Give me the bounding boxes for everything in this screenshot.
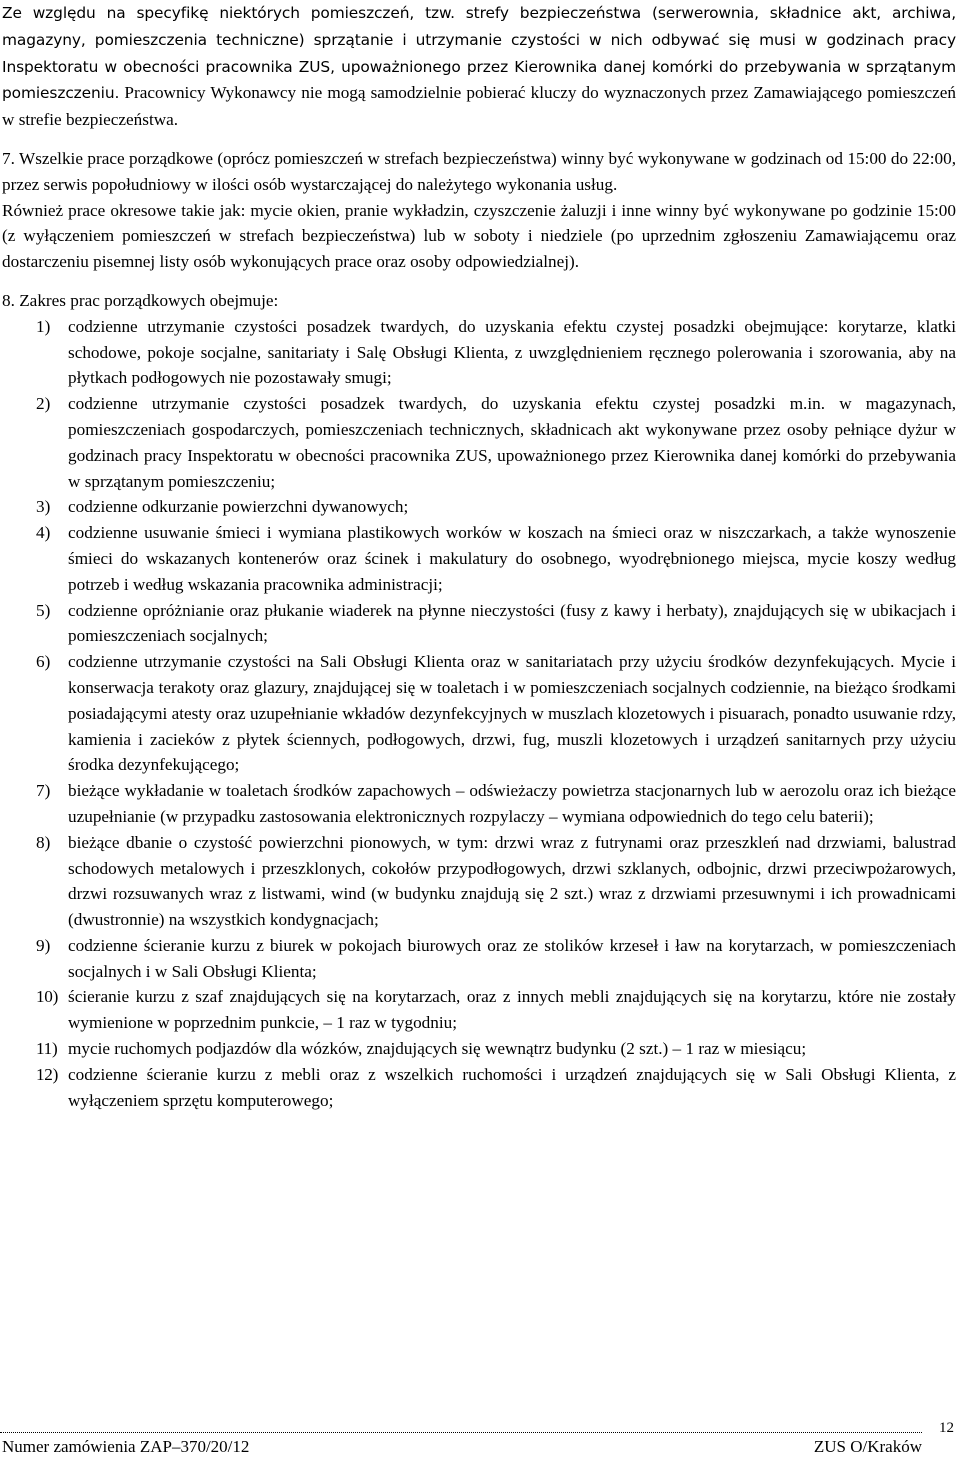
section-8-title: 8. Zakres prac porządkowych obejmuje: xyxy=(2,290,279,310)
list-item-number: 7) xyxy=(36,781,51,801)
list-item-number: 12) xyxy=(36,1064,59,1084)
section-7-paragraph-2: Również prace okresowe takie jak: mycie okien, pranie wykładzin, czyszczenie żaluzji i inne winny być wykonywane po godzinie 15:00 (z wyłączeniem pomieszczeń w strefach bezpieczeństwa) lub w soboty i niedziele (po uprzednim zgłoszeniu Zamawiającemu oraz dostarczeniu pisemnej listy osób wykonujących prace oraz osoby odpowiedzialnej). xyxy=(2,200,956,272)
list-item xyxy=(2,778,956,830)
list-item-number: 10) xyxy=(36,987,59,1007)
list-item xyxy=(2,391,956,494)
list-item xyxy=(2,314,956,391)
list-item-text: mycie ruchomych podjazdów dla wózków, znajdujących się wewnątrz budynku (2 szt.) – 1 raz w miesiącu; xyxy=(68,1039,807,1059)
list-item xyxy=(2,649,956,778)
list-item-text: bieżące wykładanie w toaletach środków zapachowych – odświeżaczy powietrza stacjonarnych lub w aerozolu oraz ich bieżące uzupełnianie (w przypadku zastosowania elektronicznych rozpylaczy – wymiana odpowiednich do tego celu baterii); xyxy=(68,781,956,826)
list-item-text: ścieranie kurzu z szaf znajdujących się na korytarzach, oraz z innych mebli znajdujących się na korytarzu, które nie zostały wymienione w poprzednim punkcie, – 1 raz w tygodniu; xyxy=(68,987,956,1033)
list-item-text: codzienne odkurzanie powierzchni dywanowych; xyxy=(68,497,409,517)
list-item-number: 4) xyxy=(36,523,51,543)
list-item xyxy=(2,598,956,650)
list-item xyxy=(2,1062,956,1114)
list-item-text: codzienne opróżnianie oraz płukanie wiaderek na płynne nieczystości (fusy z kawy i herbaty), znajdujących się w ubikacjach i pomieszczeniach socjalnych; xyxy=(68,600,956,646)
list-item-text: codzienne ścieranie kurzu z mebli oraz z wszelkich ruchomości i urządzeń znajdujących się w Sali Obsługi Klienta, z wyłączeniem sprzętu komputerowego; xyxy=(68,1064,956,1110)
list-item-text: codzienne ścieranie kurzu z biurek w pokojach biurowych oraz ze stolików krzeseł i ław na korytarzach, w pomieszczeniach socjalnych i w Sali Obsługi Klienta; xyxy=(68,935,956,981)
list-item xyxy=(2,933,956,985)
list-item-number: 8) xyxy=(36,832,51,852)
list-item-number: 9) xyxy=(36,935,51,955)
list-item xyxy=(2,984,956,1036)
scope-of-work-list xyxy=(2,314,956,1114)
list-item-text: bieżące dbanie o czystość powierzchni pionowych, w tym: drzwi wraz z futrynami oraz przeszkleń nad drzwiami, balustrad schodowych metalowych i przeszklonych, cokołów przypodłogowych, drzwi szklanych, odbojnic, drzwi przeciwpożarowych, drzwi rozsuwanych wraz z listwami, wind (w budynku znajdują się 2 szt.) wraz z drzwiami przesuwnymi i ich prowadnicami (dwustronnie) na wszystkich kondygnacjach; xyxy=(68,832,956,930)
list-item-number: 6) xyxy=(36,652,51,672)
document-body xyxy=(2,0,956,1113)
list-item-text: codzienne utrzymanie czystości posadzek twardych, do uzyskania efektu czystej posadzki obejmujące: korytarze, klatki schodowe, pokoje socjalne, sanitariaty i Salę Obsługi Klienta, z uwzględnieniem ręcznego polerowania i szorowania, aby na płytkach podłogowych nie pozostawały smugi; xyxy=(68,316,956,388)
order-number: Numer zamówienia ZAP–370/20/12 xyxy=(2,1437,250,1456)
list-item-text: codzienne utrzymanie czystości posadzek twardych, do uzyskania efektu czystej posadzki m.in. w magazynach, pomieszczeniach gospodarczych, pomieszczeniach technicznych, składnicach akt wykonywane przez osoby pełniące dyżur w godzinach pracy Inspektoratu w obecności pracownika ZUS, upoważnionego przez Kierownika danej komórki do przebywania w sprzątanym pomieszczeniu; xyxy=(68,394,956,491)
list-item-number: 3) xyxy=(36,497,51,517)
list-item-number: 1) xyxy=(36,316,51,336)
list-item xyxy=(2,494,956,520)
list-item xyxy=(2,520,956,597)
list-item-number: 2) xyxy=(36,394,51,414)
list-item xyxy=(2,830,956,933)
intro-text: Ze względu na specyfikę niektórych pomieszczeń, tzw. strefy bezpieczeństwa (serwerownia, składnice akt, archiwa, magazyny, pomieszczenia techniczne) sprzątanie i utrzymanie czystości w nich odbywać się musi w godzinach pracy Inspektoratu w obecności pracownika ZUS, upoważnionego przez Kierownika danej komórki do przebywania w sprzątanym pomieszczeniu. xyxy=(2,4,956,103)
section-7-paragraph-1: 7. Wszelkie prace porządkowe (oprócz pomieszczeń w strefach bezpieczeństwa) winny być wykonywane w godzinach od 15:00 do 22:00, przez serwis popołudniowy w ilości osób wystarczającej do należytego wykonania usług. xyxy=(2,148,956,194)
list-item-number: 5) xyxy=(36,600,51,620)
list-item-number: 11) xyxy=(36,1039,58,1059)
intro-paragraph xyxy=(2,0,956,133)
page-footer xyxy=(0,1432,922,1463)
list-item-text: codzienne utrzymanie czystości na Sali Obsługi Klienta oraz w sanitariatach przy użyciu środków dezynfekujących. Mycie i konserwacja terakoty oraz glazury, znajdującej się w toaletach i w pomieszczeniach socjalnych codziennie, na bieżąco środkami posiadającymi atesty oraz uzupełnianie wkładów dezynfekcyjnych w muszlach klozetowych i pisuarach, ponadto usuwanie rdzy, kamienia i zacieków z płytek ściennych, podłogowych, drzwi, fug, muszli klozetowych i urządzeń sanitarnych przy użyciu środka dezynfekującego; xyxy=(68,652,956,775)
page-number: 12 xyxy=(939,1420,954,1436)
list-item xyxy=(2,1036,956,1062)
list-item-text: codzienne usuwanie śmieci i wymiana plastikowych worków w koszach na śmieci oraz w niszczarkach, a także wynoszenie śmieci do wskazanych kontenerów oraz ścinek i makulatury do osobnego, wyodrębnionego miejsca, mycie koszy według potrzeb i według wskazania pracownika administracji; xyxy=(68,523,956,594)
office-name: ZUS O/Kraków xyxy=(813,1437,922,1456)
intro-tail-text: Pracownicy Wykonawcy nie mogą samodzielnie pobierać kluczy do wyznaczonych przez Zamawiającego pomieszczeń w strefie bezpieczeństwa. xyxy=(2,83,956,130)
